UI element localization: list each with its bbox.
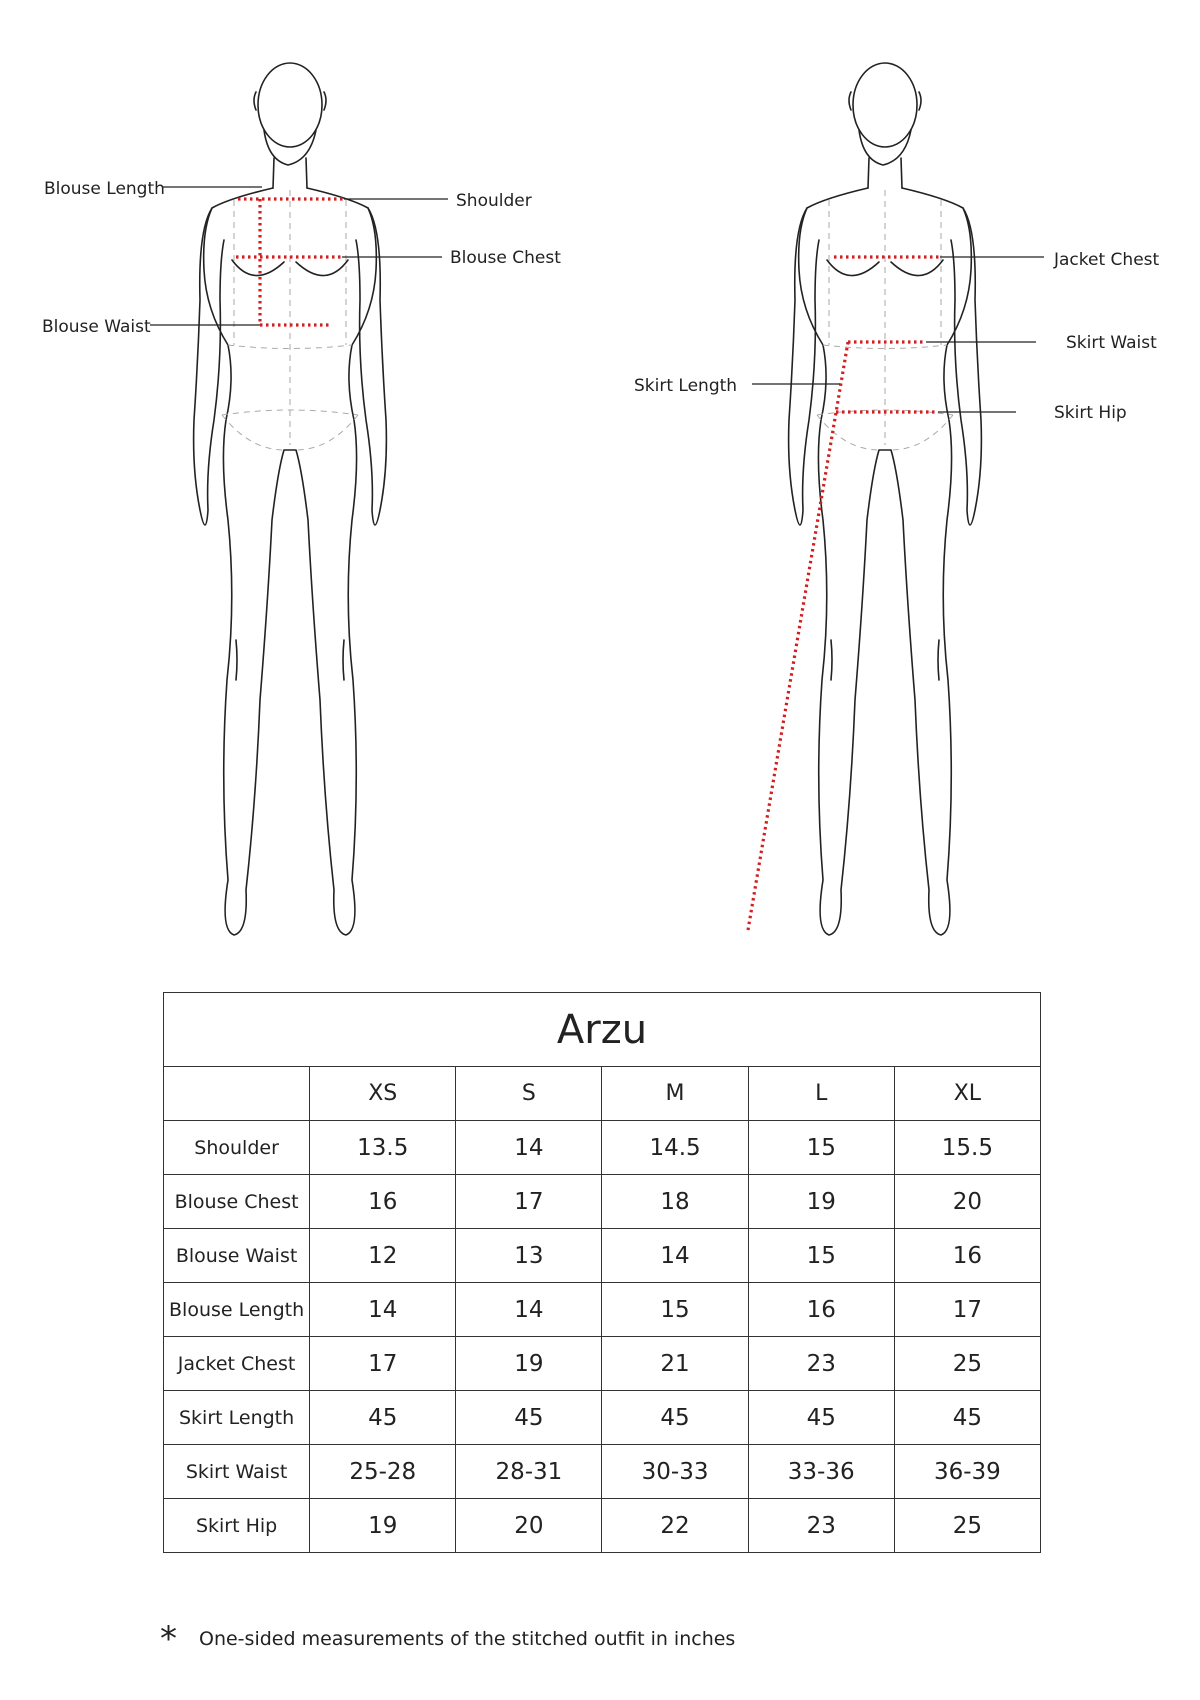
table-cell: 23: [748, 1337, 894, 1391]
row-label: Blouse Chest: [164, 1175, 310, 1229]
size-header-l: L: [748, 1067, 894, 1121]
table-cell: 19: [748, 1175, 894, 1229]
size-chart-table: [163, 992, 1041, 1553]
table-cell: 20: [456, 1499, 602, 1553]
asterisk-icon: *: [160, 1619, 177, 1659]
table-cell: 25-28: [310, 1445, 456, 1499]
table-cell: 17: [310, 1337, 456, 1391]
table-cell: 12: [310, 1229, 456, 1283]
table-cell: 25: [894, 1337, 1040, 1391]
blouse-length-label: Blouse Length: [44, 179, 165, 199]
table-cell: 15.5: [894, 1121, 1040, 1175]
table-cell: 17: [456, 1175, 602, 1229]
blouse-chest-label: Blouse Chest: [450, 248, 561, 268]
skirt-hip-label: Skirt Hip: [1054, 403, 1127, 423]
back-leaders: [752, 257, 1044, 412]
table-cell: 14: [310, 1283, 456, 1337]
table-cell: 45: [602, 1391, 748, 1445]
table-cell: 45: [894, 1391, 1040, 1445]
table-row: [164, 1445, 1041, 1499]
table-cell: 13.5: [310, 1121, 456, 1175]
footnote-text: One-sided measurements of the stitched outfit in inches: [199, 1628, 736, 1650]
table-cell: 30-33: [602, 1445, 748, 1499]
table-cell: 23: [748, 1499, 894, 1553]
row-label: Skirt Length: [164, 1391, 310, 1445]
table-cell: 16: [894, 1229, 1040, 1283]
table-cell: 45: [310, 1391, 456, 1445]
row-label: Blouse Waist: [164, 1229, 310, 1283]
table-cell: 18: [602, 1175, 748, 1229]
table-cell: 28-31: [456, 1445, 602, 1499]
row-label: Skirt Waist: [164, 1445, 310, 1499]
table-cell: 22: [602, 1499, 748, 1553]
table-cell: 21: [602, 1337, 748, 1391]
table-cell: 15: [748, 1121, 894, 1175]
back-measure-lines: [748, 257, 940, 930]
table-cell: 14: [456, 1283, 602, 1337]
size-header-xs: XS: [310, 1067, 456, 1121]
shoulder-label: Shoulder: [456, 191, 532, 211]
table-cell: 19: [456, 1337, 602, 1391]
corner-cell: [164, 1067, 310, 1121]
size-header-row: [164, 1067, 1041, 1121]
table-cell: 13: [456, 1229, 602, 1283]
back-figure: [789, 63, 982, 935]
table-cell: 20: [894, 1175, 1040, 1229]
table-cell: 33-36: [748, 1445, 894, 1499]
table-cell: 45: [456, 1391, 602, 1445]
table-cell: 25: [894, 1499, 1040, 1553]
table-title-row: [164, 993, 1041, 1067]
table-cell: 15: [748, 1229, 894, 1283]
skirt-waist-label: Skirt Waist: [1066, 333, 1157, 353]
table-row: [164, 1499, 1041, 1553]
footnote: [160, 1619, 736, 1659]
table-row: [164, 1337, 1041, 1391]
table-cell: 19: [310, 1499, 456, 1553]
table-row: [164, 1283, 1041, 1337]
table-cell: 16: [310, 1175, 456, 1229]
table-cell: 14.5: [602, 1121, 748, 1175]
table-cell: 14: [456, 1121, 602, 1175]
table-row: [164, 1391, 1041, 1445]
table-title: Arzu: [164, 993, 1041, 1067]
table-cell: 14: [602, 1229, 748, 1283]
front-figure: [194, 63, 387, 935]
table-cell: 17: [894, 1283, 1040, 1337]
row-label: Jacket Chest: [164, 1337, 310, 1391]
table-cell: 45: [748, 1391, 894, 1445]
blouse-waist-label: Blouse Waist: [42, 317, 151, 337]
skirt-length-label: Skirt Length: [634, 376, 738, 396]
row-label: Skirt Hip: [164, 1499, 310, 1553]
size-header-xl: XL: [894, 1067, 1040, 1121]
row-label: Blouse Length: [164, 1283, 310, 1337]
table-row: [164, 1175, 1041, 1229]
row-label: Shoulder: [164, 1121, 310, 1175]
skirt-length-measure: [748, 342, 848, 930]
front-leaders: [150, 187, 448, 325]
table-cell: 16: [748, 1283, 894, 1337]
table-row: [164, 1121, 1041, 1175]
table-cell: 36-39: [894, 1445, 1040, 1499]
size-header-s: S: [456, 1067, 602, 1121]
table-cell: 15: [602, 1283, 748, 1337]
jacket-chest-label: Jacket Chest: [1054, 250, 1160, 270]
size-header-m: M: [602, 1067, 748, 1121]
table-row: [164, 1229, 1041, 1283]
